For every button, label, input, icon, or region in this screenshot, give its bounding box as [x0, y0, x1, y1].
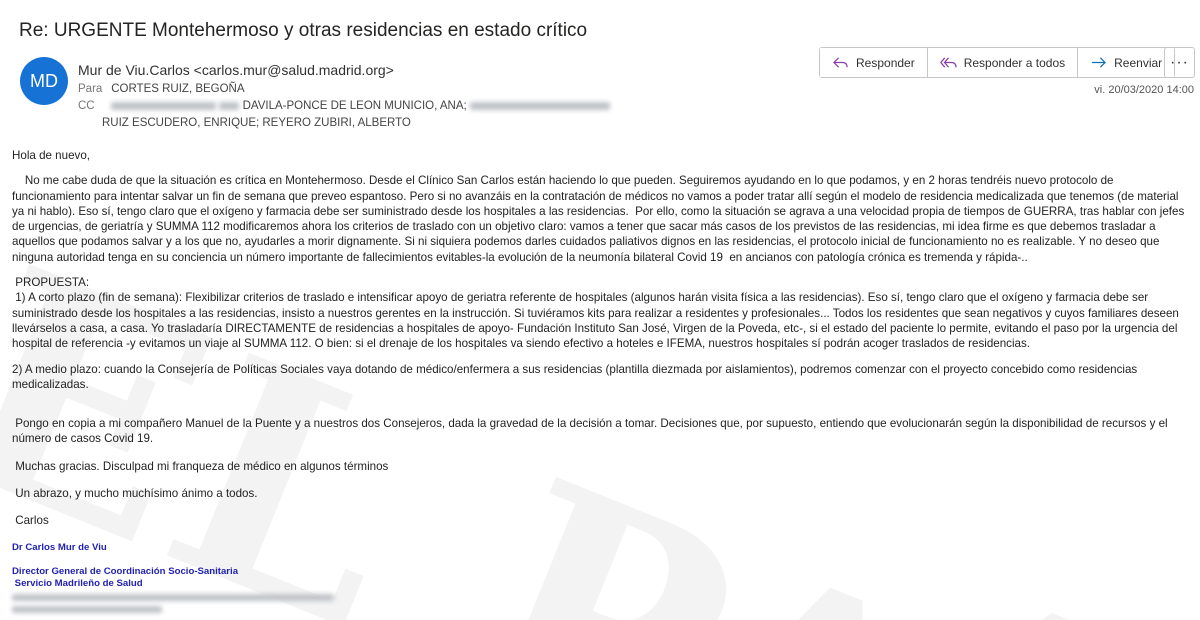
reply-all-button[interactable]: [928, 48, 1078, 77]
sender-name[interactable]: Mur de Viu.Carlos <carlos.mur@salud.madrid.org>: [78, 62, 394, 78]
more-actions-button[interactable]: ···: [1164, 47, 1195, 78]
body-paragraph: 1) A corto plazo (fin de semana): Flexibilizar criterios de traslado e intensificar apoyo de geriatra referente de hospitales (algunos harán visita física a las residencias). Eso sí, tengo claro que el oxígeno y farmacia debe ser suministrado desde los hospitales a las residencias, insisto a nuestros gerentes en la instrucción. Si tuviéramos kits para realizar a residentes y profesionales... Todos los residentes que sean negativos y cuyos familiares deseen llevárselos a casa, a casa. Yo trasladaría DIRECTAMENTE de residencias a hospitales de apoyo- Fundación Instituto San José, Virgen de la Poveda, etc-, si el estado del paciente lo permite, evitando el paso por la urgencia del hospital de referencia -y evitamos un viaje al SUMMA 112. O bien: si el drenaje de los hospitales va siendo efectivo a hoteles e IFEMA, nuestros hospitales sí podrán acoger traslados de residencias.: [12, 291, 1183, 351]
greeting: Hola de nuevo,: [12, 149, 90, 162]
forward-button[interactable]: [1078, 48, 1174, 77]
sign-off: Carlos: [12, 514, 49, 528]
signature-title: Director General de Coordinación Socio-Sanitaria: [12, 566, 239, 577]
body-paragraph: 2) A medio plazo: cuando la Consejería de Políticas Sociales vaya dotando de médico/enfermera a sus residencias (plantilla diezmada por aislamientos), podremos comenzar con el proyecto concebido como residencias medicalizadas.: [12, 362, 1138, 391]
signature-org: Servicio Madrileño de Salud: [12, 578, 143, 589]
to-label: Para: [78, 83, 103, 95]
reply-button[interactable]: [820, 48, 928, 77]
to-recipient[interactable]: CORTES RUIZ, BEGOÑA: [111, 83, 245, 95]
avatar[interactable]: MD: [20, 57, 68, 105]
body-paragraph: Muchas gracias. Disculpad mi franqueza de médico en algunos términos: [12, 459, 389, 473]
message-actions: [819, 47, 1175, 78]
redacted-recipient: [111, 102, 216, 110]
body-paragraph: Pongo en copia a mi compañero Manuel de la Puente y a nuestros dos Consejeros, dada la gravedad de la decisión a tomar. Decisiones que, por supuesto, entiendo que evolucionarán según la disponibilidad de recursos y el número de casos Covid 19.: [12, 417, 1171, 446]
body-paragraph: No me cabe duda de que la situación es crítica en Montehermoso. Desde el Clínico San Carlos están haciendo lo que pueden. Seguiremos ayudando en lo que podamos, y en 2 horas tendréis nuevo protocolo de funcionamiento para intentar salvar un fin de semana que preveo espantoso. Pero si no avanzáis en la contratación de médicos no vamos a poder tratar allí según el modelo de residencia medicalizada que tenemos (de material ya ni hablo). Eso sí, tengo claro que el oxígeno y farmacia debe ser suministrado desde los hospitales a las residencias. Por ello, como la situación se agrava a una velocidad propia de tiempos de GUERRA, tras hablar con jefes de urgencias, de geriatría y SUMMA 112 modificaremos ahora los criterios de traslado con un objetivo claro: vamos a tener que sacar más casos de los previstos de las residencias, mi idea firme es que debemos trasladar a aquellos que podamos salvar y a los que no, ayudarles a morir dignamente. Si ni siquiera podemos darles cuidados paliativos dignos en las residencias, el protocolo inicial de funcionamiento no es realizable. Y no deseo que ninguna autoridad tenga en su conciencia un número importante de fallecimientos evitables-la evolución de la neumonía bilateral Covid 19 en ancianos con patología crónica es tremenda y rápida-..: [12, 174, 1188, 264]
email-subject: Re: URGENTE Montehermoso y otras residencias en estado crítico: [19, 20, 588, 41]
reply-all-label: Responder a todos: [963, 55, 1066, 70]
reply-label: Responder: [856, 55, 915, 70]
proposal-heading: PROPUESTA:: [12, 276, 90, 290]
signature-name: Dr Carlos Mur de Viu: [12, 542, 107, 553]
reply-icon: [832, 55, 849, 70]
email-body: [12, 148, 1192, 529]
sent-date: vi. 20/03/2020 14:00: [1094, 84, 1194, 96]
cc-recipients[interactable]: DAVILA-PONCE DE LEON MUNICIO, ANA;: [242, 100, 467, 112]
cc-line-2[interactable]: RUIZ ESCUDERO, ENRIQUE; REYERO ZUBIRI, ALBERTO: [102, 117, 411, 129]
body-paragraph: Un abrazo, y mucho muchísimo ánimo a todos.: [12, 487, 258, 501]
signature-address-redacted: [12, 592, 334, 603]
to-line: [78, 83, 245, 95]
signature-phone-redacted: [12, 604, 162, 615]
reply-all-icon: [940, 55, 957, 70]
forward-icon: [1090, 55, 1107, 70]
cc-label: CC: [78, 100, 95, 112]
redacted-recipient: [219, 102, 239, 110]
forward-label: Reenviar: [1114, 55, 1163, 70]
redacted-recipient: [470, 102, 610, 110]
cc-line: [78, 100, 610, 112]
